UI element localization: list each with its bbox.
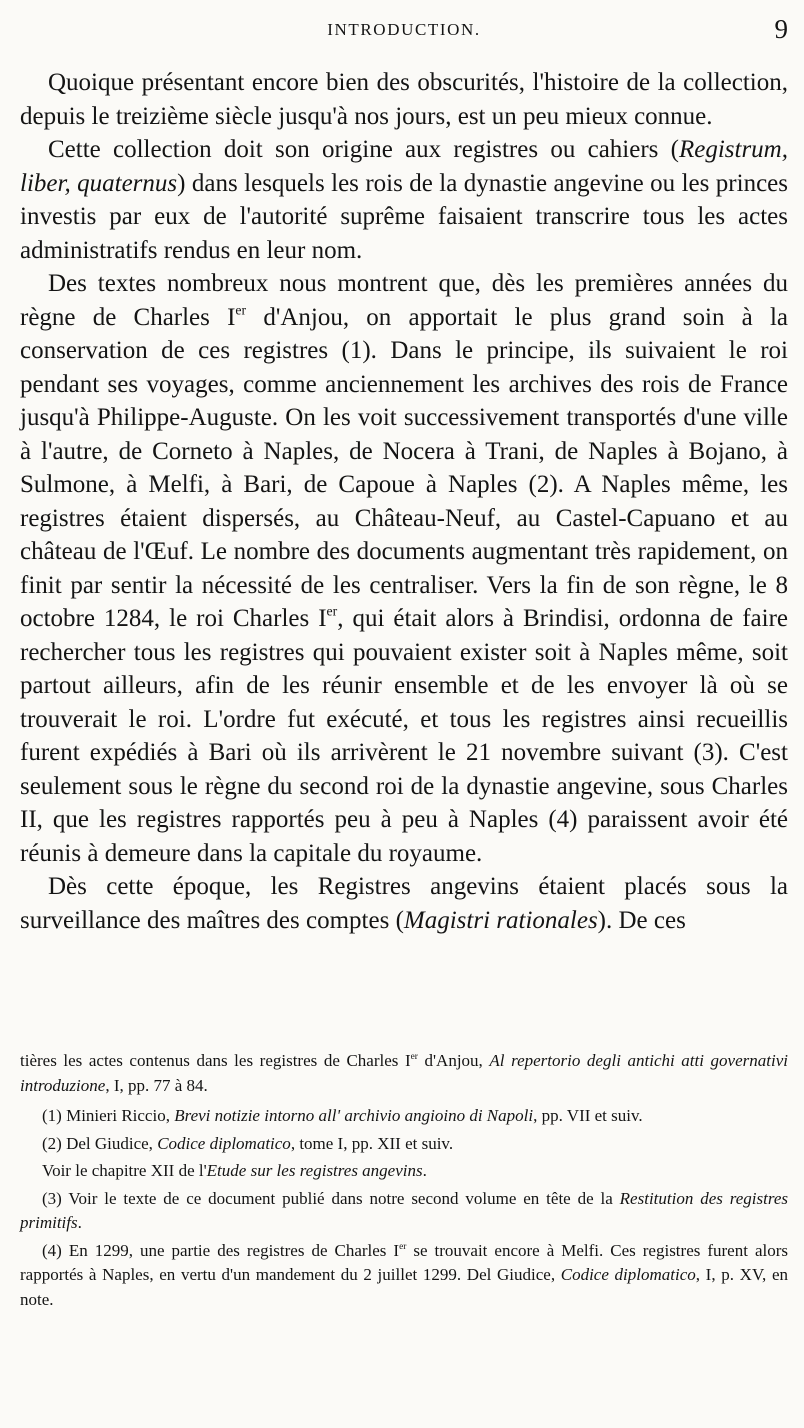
body-text [20,66,788,937]
paragraph-2-text-b: ) dans lesquels les rois de la dynastie angevine ou les princes investis par eux de l'autorité suprême faisaient transcrire tous les actes administratifs rendus en leur nom. [20,169,788,264]
ordinal-suffix: er [326,603,338,619]
footnote-2-continued [20,1159,788,1184]
footnote-title: Codice diplomatico [560,1265,696,1284]
footnote-text: , tome I, pp. XII et suiv. [290,1133,454,1153]
footnote-3 [20,1187,788,1236]
footnote-title: Codice diplomatico [157,1133,291,1153]
footnotes [20,1049,788,1312]
footnote-text: , pp. VII et suiv. [533,1106,643,1125]
footnote-text: . [422,1161,427,1180]
running-title: INTRODUCTION. [327,20,481,39]
ordinal-suffix: er [399,1241,407,1252]
paragraph-1: Quoique présentant encore bien des obscurités, l'histoire de la collection, depuis le treizième siècle jusqu'à nos jours, est un peu mieux connue. [20,69,788,130]
paragraph-4 [20,870,788,937]
running-head [20,14,788,48]
paragraph-3-text-b: d'Anjou, on apportait le plus grand soin à la conservation de ces registres (1). Dans le principe, ils suivaient le roi pendant ses voyages, comme anciennement les archives des rois de France jusqu'à Philippe-Auguste. On les voit successivement transportés d'une ville à l'autre, de Corneto à Naples, de Nocera à Trani, de Naples à Bojano, à Sulmone, à Melfi, à Bari, de Capoue à Naples (2). A Naples même, les registres étaient dispersés, au Château-Neuf, au Castel-Capuano et au château de l'Œuf. Le nombre des documents augmentant très rapidement, on finit par sentir la nécessité de les centraliser. Vers la fin de son règne, le 8 octobre 1284, le roi Charles I [20,303,788,632]
footnote-continuation [20,1049,788,1098]
footnote-text: (4) En 1299, une partie des registres de Charles I [42,1240,400,1260]
footnote-text: (3) Voir le texte de ce document publié dans notre second volume en tête de la [42,1188,620,1208]
footnote-title: Etude sur les registres angevins [206,1161,423,1180]
footnote-title: Restitution des registres primitifs [20,1188,788,1232]
paragraph-3 [20,267,788,870]
footnote-text: (2) Del Giudice, [42,1133,158,1153]
footnote-4 [20,1239,788,1313]
footnote-text: tières les actes contenus dans les registres de Charles I [20,1051,411,1070]
footnote-text: , I, p. XV, en note. [20,1265,788,1309]
latin-term: Magistri rationales [403,906,598,934]
footnote-text: Voir le chapitre XII de l' [42,1161,207,1180]
paragraph-4-text-b: ). De ces [597,906,686,934]
paragraph-2 [20,133,788,267]
ordinal-suffix: er [410,1052,418,1062]
footnote-text: d'Anjou, [417,1051,490,1070]
paragraph-4-text-a: Dès cette époque, les Registres angevins étaient placés sous la surveillance des maîtres des comptes ( [20,873,788,934]
footnote-text: (1) Minieri Riccio, [42,1106,175,1125]
footnote-text: , I, pp. 77 à 84. [105,1075,208,1095]
footnote-gap [20,937,788,1049]
footnote-text: . [77,1213,82,1232]
ordinal-suffix: er [235,302,247,318]
paragraph-3-text-a: Des textes nombreux nous montrent que, dès les premières années du règne de Charles I [20,270,788,331]
page [20,14,788,1315]
footnote-title: Brevi notizie intorno all' archivio angioino di Napoli [174,1106,534,1125]
paragraph-3-text-c: , qui était alors à Brindisi, ordonna de faire rechercher tous les registres qui pouvaient exister soit à Naples même, soit partout ailleurs, afin de les réunir ensemble et de les envoyer là où se trouverait le roi. L'ordre fut exécuté, et tous les registres ainsi recueillis furent expédiés à Bari où ils arrivèrent le 21 novembre suivant (3). C'est seulement sous le règne du second roi de la dynastie angevine, sous Charles II, que les registres rapportés peu à peu à Naples (4) paraissent avoir été réunis à demeure dans la capitale du royaume. [20,605,788,867]
page-number: 9 [774,14,788,44]
paragraph-2-text-a: Cette collection doit son origine aux registres ou cahiers ( [48,136,679,163]
footnote-title: Al repertorio degli antichi atti governativi introduzione [20,1051,788,1095]
footnote-1 [20,1104,788,1129]
latin-terms: Registrum, liber, quaternus [20,136,788,197]
footnote-2 [20,1132,788,1157]
footnote-text: se trouvait encore à Melfi. Ces registres furent alors rapportés à Naples, en vertu d'un mandement du 2 juillet 1299. Del Giudice, [20,1240,788,1284]
